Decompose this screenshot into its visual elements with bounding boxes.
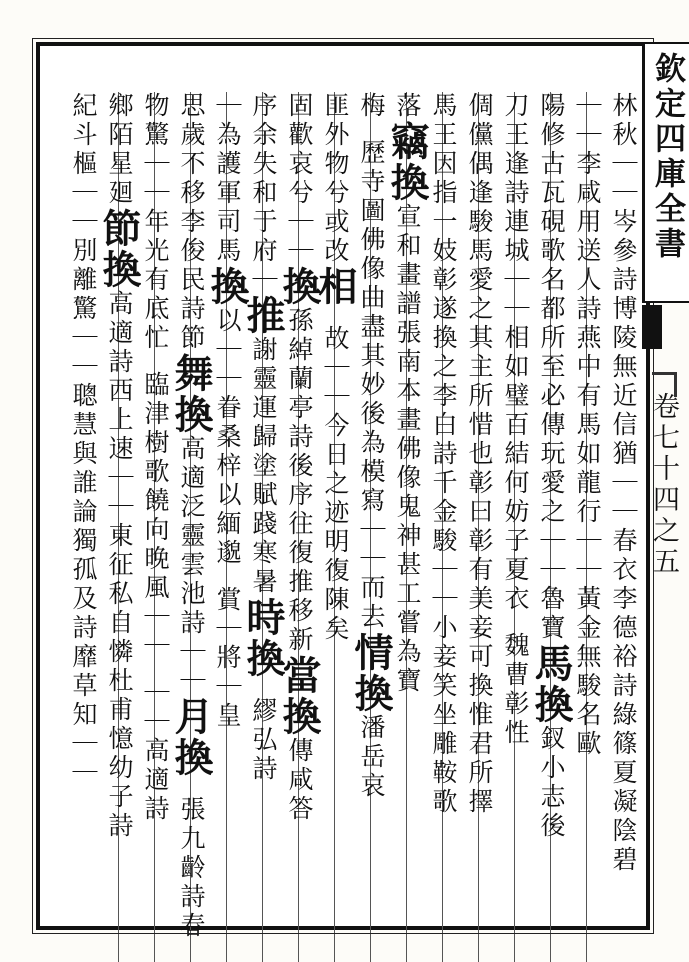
text-run: 思歲不移李俊民詩節 bbox=[177, 92, 206, 353]
text-column bbox=[96, 92, 142, 841]
text-column bbox=[606, 92, 641, 875]
text-run: 倜儻偶逢駿馬愛之其主所惜也彰曰彰有美妾可換惟君所擇 bbox=[465, 92, 494, 817]
text-run: 張九齡詩春 bbox=[177, 796, 206, 941]
volume-label: 卷七十四之五 bbox=[648, 392, 679, 578]
text-run: 林秋｜｜岑參詩博陵無近信猶｜｜春衣李德裕詩綠篠夏凝陰碧 bbox=[609, 92, 638, 875]
text-run: 歷寺圖佛像曲盡其妙後為模寫｜｜而去 bbox=[357, 139, 386, 632]
headword: 節換 bbox=[96, 208, 142, 290]
headword: 竊換 bbox=[384, 121, 430, 203]
text-column bbox=[276, 92, 322, 824]
text-run: 陽修古瓦硯歌名都所至必傳玩愛之｜｜魯寶 bbox=[537, 92, 566, 643]
headword: 月換 bbox=[168, 696, 214, 778]
text-column bbox=[498, 92, 533, 748]
text-column bbox=[570, 92, 605, 759]
headword: 推 bbox=[240, 295, 286, 336]
text-column bbox=[240, 92, 286, 784]
text-run: 潘岳哀 bbox=[357, 714, 386, 801]
text-run: 物驚｜｜年光有底忙 bbox=[141, 92, 170, 353]
headword: 換 bbox=[204, 266, 250, 307]
text-run: 宣和畫譜張南本畫佛像鬼神甚工嘗為寶 bbox=[393, 203, 422, 696]
text-column bbox=[168, 92, 214, 941]
text-run: 魏曹彰性 bbox=[501, 632, 530, 748]
headword: 當換 bbox=[276, 655, 322, 737]
text-run: 繆弘詩 bbox=[249, 697, 278, 784]
text-run: 故｜｜今日之迹明復陳矣 bbox=[321, 325, 350, 644]
book-title: 欽定四庫全書 bbox=[649, 52, 685, 262]
text-run: ｜｜李咸用送人詩燕中有馬如龍行｜｜黃金無駿名歐 bbox=[573, 92, 602, 759]
side-margin bbox=[642, 42, 689, 922]
headword: 情換 bbox=[348, 632, 394, 714]
text-column bbox=[384, 92, 430, 696]
text-column bbox=[462, 92, 497, 817]
text-run: 高適詩西上速｜｜東征私自憐杜甫憶幼子詩 bbox=[105, 290, 134, 841]
text-run: 孫綽蘭亭詩後序往復推移新 bbox=[285, 307, 314, 655]
headword: 舞換 bbox=[168, 353, 214, 435]
text-column bbox=[66, 92, 101, 788]
text-column bbox=[312, 92, 358, 644]
text-run: 刀王逢詩連城｜｜相如璧百結何妨子夏衣 bbox=[501, 92, 530, 614]
title-box bbox=[642, 42, 689, 303]
text-column bbox=[348, 92, 394, 801]
fishtail-mark bbox=[642, 305, 662, 349]
text-run: 落 bbox=[393, 92, 422, 121]
text-run: 固歡哀兮｜｜ bbox=[285, 92, 314, 266]
headword: 馬換 bbox=[528, 643, 574, 725]
text-run: 以｜｜眷桑梓以緬邈 bbox=[213, 307, 242, 568]
text-column bbox=[426, 92, 461, 817]
text-column bbox=[528, 92, 574, 841]
text-run: 釵小志後 bbox=[537, 725, 566, 841]
text-run: ｜為護軍司馬 bbox=[213, 92, 242, 266]
text-run: ｜｜高適詩 bbox=[141, 679, 170, 824]
text-run: 傳咸答 bbox=[285, 737, 314, 824]
text-column bbox=[138, 92, 173, 824]
text-run: 梅 bbox=[357, 92, 386, 121]
text-run: 紀斗樞｜｜別離驚｜｜聰慧與誰論獨孤及詩靡草知｜｜ bbox=[69, 92, 98, 788]
headword: 相 bbox=[312, 266, 358, 307]
text-column bbox=[204, 92, 250, 731]
text-run: 鄉陌星廻 bbox=[105, 92, 134, 208]
text-run: 馬王因指一妓彰遂換之李白詩千金駿｜｜小妾笑坐雕鞍歌 bbox=[429, 92, 458, 817]
text-run: 賞｜將｜皇 bbox=[213, 586, 242, 731]
page-frame bbox=[36, 42, 650, 941]
text-run: 謝靈運歸塗賦踐寒暑 bbox=[249, 336, 278, 597]
text-run: 臨津樹歌饒向晚風｜｜ bbox=[141, 371, 170, 661]
text-run: 匪外物兮或改 bbox=[321, 92, 350, 266]
headword: 時換 bbox=[240, 597, 286, 679]
text-run: 高適泛靈雲池詩｜｜ bbox=[177, 435, 206, 696]
headword: 換 bbox=[276, 266, 322, 307]
text-run: 序余失和于府｜ bbox=[249, 92, 278, 295]
